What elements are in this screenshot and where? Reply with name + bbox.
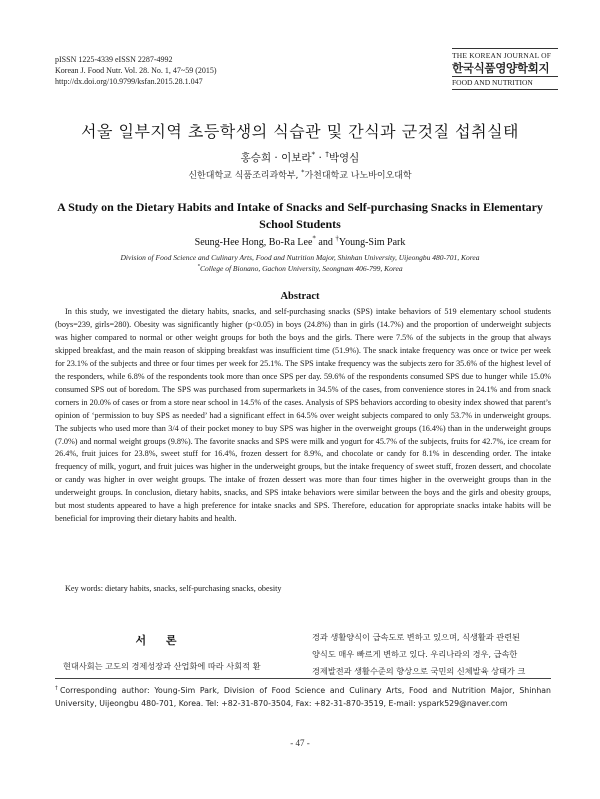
korean-author-3: 박영심 xyxy=(328,152,360,164)
corresponding-text: Corresponding author: Young-Sim Park, Division of Food Science and Culinary Arts, Food and Nutrition Major, Shinhan University, Uijeongbu 480-701, Korea. Tel: +82-31-870-3504, Fax: +82-31-870-3519, E-mail: yspark529@naver.com xyxy=(55,686,552,708)
korean-affil-mark: * xyxy=(301,169,305,176)
english-author-and: and xyxy=(315,237,336,248)
english-affiliation xyxy=(0,252,600,274)
english-author-mark-1: * xyxy=(312,234,316,243)
keywords: Key words: dietary habits, snacks, self-purchasing snacks, obesity xyxy=(65,584,282,593)
english-author-mark-2: † xyxy=(335,234,339,243)
korean-author-mark-2: † xyxy=(325,149,329,159)
korean-title: 서울 일부지역 초등학생의 식습관 및 간식과 군것질 섭취실태 xyxy=(80,122,519,141)
intro-left-column: 현대사회는 고도의 경제성장과 산업화에 따라 사회적 환 xyxy=(63,661,261,671)
journal-logo-box xyxy=(452,48,558,90)
page-number: - 47 - xyxy=(290,738,310,748)
doi-link[interactable]: http://dx.doi.org/10.9799/ksfan.2015.28.1.047 xyxy=(55,77,203,86)
header-citation-block xyxy=(55,54,355,87)
korean-affiliation xyxy=(0,168,600,181)
korean-author-mark-1: * xyxy=(311,149,316,159)
english-affil-text-2: College of Bionano, Gachon University, Seongnam 406-799, Korea xyxy=(200,264,403,273)
corresponding-mark: † xyxy=(55,685,60,692)
korean-affil-1: 신한대학교 식품조리과학부, xyxy=(188,171,302,181)
journal-name-en-top: THE KOREAN JOURNAL OF xyxy=(452,51,552,60)
intro-right-column xyxy=(312,629,554,680)
footnote-divider xyxy=(55,678,551,679)
korean-affil-2: 가천대학교 나노바이오대학 xyxy=(304,171,412,181)
english-author-3: Young-Sim Park xyxy=(338,237,406,248)
journal-name-en-bottom: FOOD AND NUTRITION xyxy=(452,76,558,88)
korean-author-sep: · xyxy=(315,152,326,164)
abstract-body: In this study, we investigated the dietary habits, snacks, and self-purchasing snacks (SPS) intake behaviors of 519 elementary school students (boys=239, girls=280). Obesity was significantly higher (p<0.05) in boys (24.8%) than in girls (14.7%) and the proportion of underweight subjects was higher compared to normal or other weight groups for both the boys and the girls. There were 7.5% of the subjects in the group that always skipped breakfast, and the main reason of skipping breakfast was insufficient time (51.9%). The snack intake frequency was once or twice per week for 23.1% of the subjects and three or four times per week for 25.1%. The SPS intake frequency was the subjects zero for 35.6% of the highest level of the responders, while 6.8% of the respondents took more than once SPS per day. 59.6% of the respondents consumed SPS due to hunger while 15.0% consumed SPS out of boredom. The SPS was purchased from supermarkets in 34.5% of the cases, from convenience stores in 24.1% and from snack corners in 20.0% of cases or from a store near school in 14.5% of the cases. Analysis of SPS behaviors according to obesity index showed that parent’s opinion of ‘permission to buy SPS as needed’ had a significant effect in 64.5% over weight subjects compared to only 53.7% in underweight groups. The subjects who used more than 3/4 of their pocket money to buy SPS was higher in the overweight groups (16.4%) than in the underweight groups (7.0%) and normal weight groups (9.8%). The favorite snacks and SPS were milk and yogurt for 45.7% of the subjects, fruits for 42.7%, ice cream for 26.4%, fruit juices for 23.8%, sweet stuff for 16.4%, frozen dessert for 8.9%, and chocolate or candy for 8.1% in descending order. The intake frequency of milk, yogurt, and fruit juices was higher in the underweight groups, but the intake frequency of sweet stuff, frozen dessert, and chocolate or candy was higher in over weight groups. The intake of frozen dessert was more than four times higher in the overweight groups than in the underweight groups. In conclusion, dietary habits, snacks, and SPS intake behaviors were similar between the boys and the girls and obesity groups, but most students appeared to have a high preference for intake snacks and SPS. Therefore, education for appropriate snacks intake habits will be beneficial for improving their dietary habits and health. xyxy=(55,307,551,524)
english-affil-line-2 xyxy=(0,263,600,274)
abstract-heading: Abstract xyxy=(280,291,320,302)
english-authors-1-2: Seung-Hee Hong, Bo-Ra Lee xyxy=(194,237,313,248)
intro-right-line: 양식도 매우 빠르게 변하고 있다. 우리나라의 경우, 급속한 xyxy=(312,649,518,659)
section-heading-intro: 서 론 xyxy=(135,634,185,647)
english-affil-line-1: Division of Food Science and Culinary Arts, Food and Nutrition Major, Shinhan University, Uijeongbu 480-701, Korea xyxy=(120,253,480,262)
korean-authors xyxy=(0,150,600,165)
english-affil-mark: * xyxy=(197,263,200,270)
citation-line: Korean J. Food Nutr. Vol. 28. No. 1, 47~59 (2015) xyxy=(55,66,217,75)
english-title: A Study on the Dietary Habits and Intake of Snacks and Self-purchasing Snacks in Elementary School Students xyxy=(57,200,543,231)
intro-right-line: 경제발전과 생활수준의 향상으로 국민의 신체발육 상태가 크 xyxy=(312,666,526,676)
corresponding-author-note xyxy=(55,684,551,710)
english-authors xyxy=(0,234,600,248)
korean-author-1-2: 홍승희 · 이보라 xyxy=(240,152,312,164)
intro-right-line: 경과 생활양식이 급속도로 변하고 있으며, 식생활과 관련된 xyxy=(312,632,521,642)
journal-name-kr: 한국식품영양학회지 xyxy=(452,61,550,75)
issn-line: pISSN 1225-4339 eISSN 2287-4992 xyxy=(55,55,173,64)
